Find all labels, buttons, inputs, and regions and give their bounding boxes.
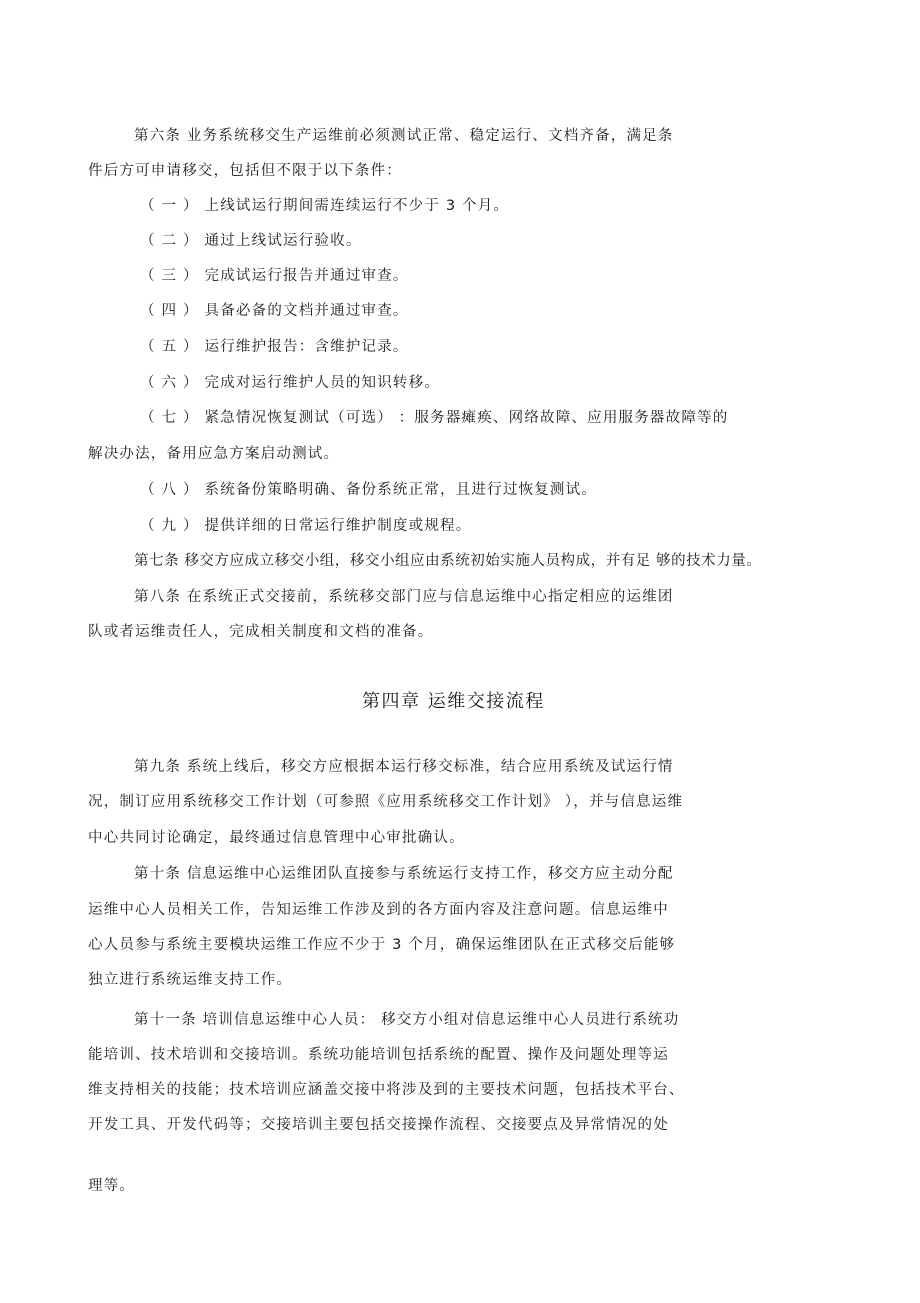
article-10-line-2: 运维中心人员相关工作，告知运维工作涉及到的各方面内容及注意问题。信息运维中: [88, 902, 669, 918]
condition-3: （ 三 ） 完成试运行报告并通过审查。: [140, 268, 409, 284]
article-7: 第七条 移交方应成立移交小组，移交小组应由系统初始实施人员构成，并有足 够的技术力量。: [134, 553, 762, 569]
condition-8: （ 八 ） 系统备份策略明确、备份系统正常，且进行过恢复测试。: [140, 482, 598, 498]
article-11-line-3: 维支持相关的技能；技术培训应涵盖交接中将涉及到的主要技术问题，包括技术平台、: [88, 1082, 685, 1098]
article-8-line-1: 第八条 在系统正式交接前，系统移交部门应与信息运维中心指定相应的运维团: [134, 589, 674, 605]
article-6-line-1: 第六条 业务系统移交生产运维前必须测试正常、稳定运行、文档齐备，满足条: [134, 128, 674, 144]
article-11-line-1: 第十一条 培训信息运维中心人员： 移交方小组对信息运维中心人员进行系统功: [134, 1012, 680, 1028]
condition-6: （ 六 ） 完成对运行维护人员的知识转移。: [140, 375, 441, 391]
article-9-line-1: 第九条 系统上线后，移交方应根据本运行移交标准，结合应用系统及试运行情: [134, 759, 674, 775]
article-11-line-4: 开发工具、开发代码等；交接培训主要包括交接操作流程、交接要点及异常情况的处: [88, 1117, 669, 1133]
article-10-line-3: 心人员参与系统主要模块运维工作应不少于 3 个月，确保运维团队在正式移交后能够: [88, 937, 676, 953]
condition-7-line-2: 解决办法，备用应急方案启动测试。: [88, 446, 340, 462]
chapter-heading: 第四章 运维交接流程: [362, 691, 545, 712]
article-6-line-2: 件后方可申请移交，包括但不限于以下条件：: [88, 163, 402, 179]
article-11-line-5: 理等。: [88, 1178, 136, 1194]
article-10-line-4: 独立进行系统运维支持工作。: [88, 972, 293, 988]
condition-5: （ 五 ） 运行维护报告：含维护记录。: [140, 339, 409, 355]
condition-4: （ 四 ） 具备必备的文档并通过审查。: [140, 303, 409, 319]
article-10-line-1: 第十条 信息运维中心运维团队直接参与系统运行支持工作，移交方应主动分配: [134, 866, 674, 882]
condition-2: （ 二 ） 通过上线试运行验收。: [140, 233, 362, 249]
article-9-line-2: 况，制订应用系统移交工作计划（可参照《应用系统移交工作计划》 ），并与信息运维: [88, 794, 684, 810]
article-8-line-2: 队或者运维责任人，完成相关制度和文档的准备。: [88, 624, 434, 640]
condition-7-line-1: （ 七 ） 紧急情况恢复测试（可选） ：服务器瘫痪、网络故障、应用服务器故障等的: [140, 410, 729, 426]
condition-9: （ 九 ） 提供详细的日常运行维护制度或规程。: [140, 518, 472, 534]
condition-1: （ 一 ） 上线试运行期间需连续运行不少于 3 个月。: [140, 198, 510, 214]
article-9-line-3: 中心共同讨论确定，最终通过信息管理中心审批确认。: [88, 830, 465, 846]
article-11-line-2: 能培训、技术培训和交接培训。系统功能培训包括系统的配置、操作及问题处理等运: [88, 1047, 669, 1063]
